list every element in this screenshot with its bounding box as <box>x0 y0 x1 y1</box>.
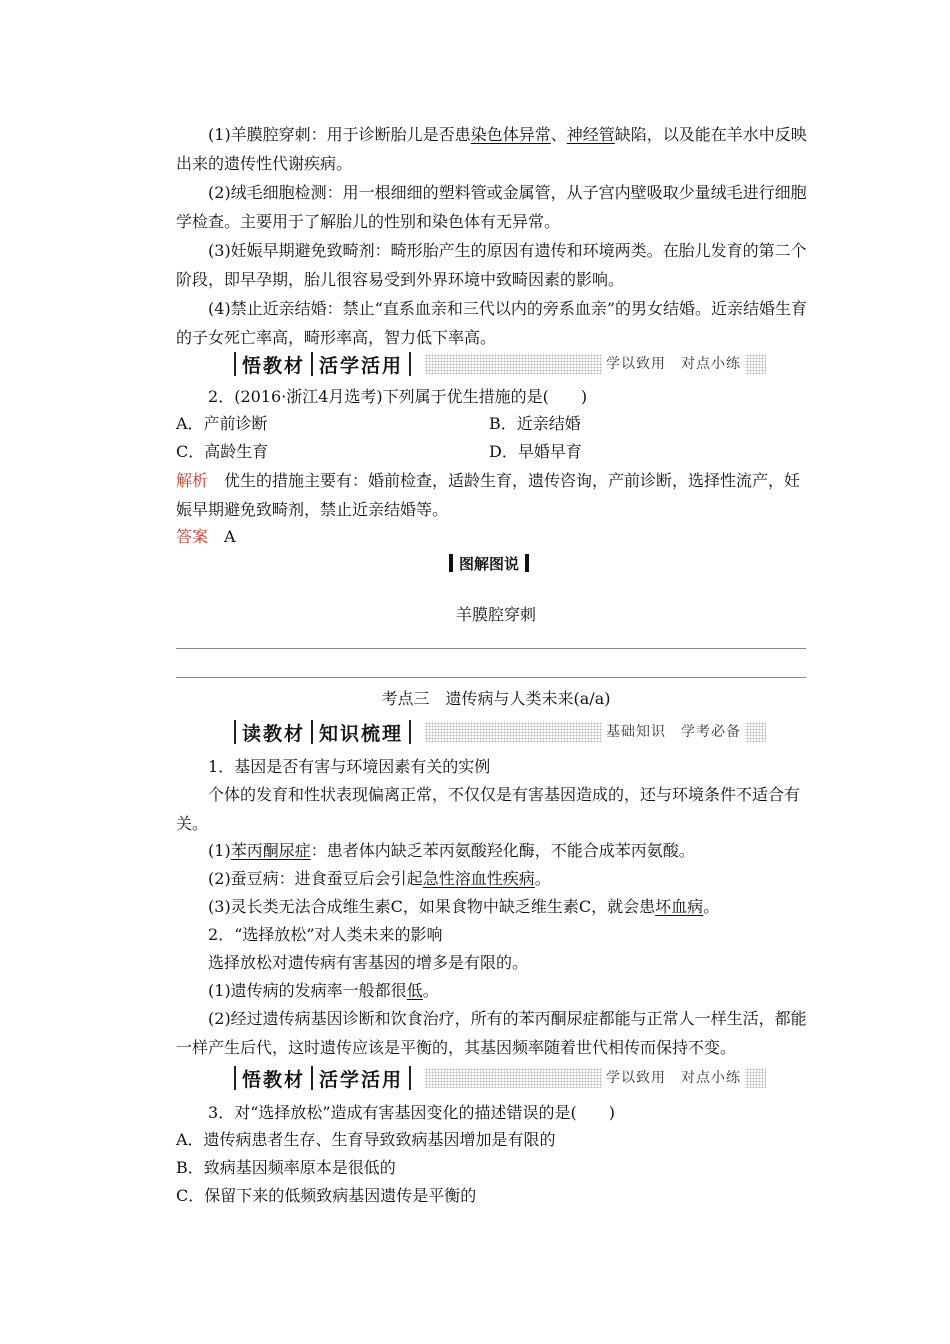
subheading-2: 2．“选择放松”对人类未来的影响 <box>208 925 443 944</box>
question-stem: 3．对“选择放松”造成有害基因变化的描述错误的是( ) <box>208 1103 616 1122</box>
analysis: 解析 优生的措施主要有：婚前检查，适龄生育，遗传咨询，产前诊断，选择性流产，妊娠早期避免致畸剂，禁止近亲结婚等。 <box>176 471 801 519</box>
banner-title: 悟教材 <box>242 354 306 377</box>
paragraph: 选择放松对遗传病有害基因的增多是有限的。 <box>208 953 529 972</box>
paragraph-teratogen: (3)妊娠早期避免致畸剂：畸形胎产生的原因有遗传和环境两类。在胎儿发育的第二个阶段，即早孕期，胎儿很容易受到外界环境中致畸因素的影响。 <box>176 241 807 289</box>
paragraph-consanguinity: (4)禁止近亲结婚：禁止“直系血亲和三代以内的旁系血亲”的男女结婚。近亲结婚生育的子女死亡率高，畸形率高，智力低下率高。 <box>176 299 808 347</box>
section-banner-apply <box>228 350 766 378</box>
divider <box>176 677 806 678</box>
banner-title: 活学活用 <box>319 1068 404 1091</box>
underlined-term: 苯丙酮尿症 <box>230 841 311 860</box>
paragraph-villus-test: (2)绒毛细胞检测：用一根细细的塑料管或金属管，从子宫内壁吸取少量绒毛进行细胞学检查。主要用于了解胎儿的性别和染色体有无异常。 <box>176 183 807 231</box>
underlined-term: 低 <box>406 981 423 1000</box>
option-a: A．遗传病患者生存、生育导致致病基因增加是有限的 <box>176 1130 556 1149</box>
question-stem: 2．(2016·浙江4月选考)下列属于优生措施的是( ) <box>208 387 588 406</box>
underlined-term: 染色体异常 <box>470 125 551 144</box>
banner-subtitle: 学以致用 对点小练 <box>602 1068 745 1088</box>
option-a: A．产前诊断 <box>176 414 268 433</box>
answer-label: 答案 <box>176 527 209 546</box>
list-item: (3)灵长类无法合成维生素C，如果食物中缺乏维生素C，就会患坏血病。 <box>208 897 720 916</box>
banner-title: 悟教材 <box>242 1068 306 1091</box>
analysis-label: 解析 <box>176 471 209 490</box>
banner-subtitle: 学以致用 对点小练 <box>602 354 745 374</box>
answer: 答案 A <box>176 527 236 546</box>
section-heading: 考点三 遗传病与人类未来(a/a) <box>381 689 611 708</box>
section-banner-read <box>228 718 766 746</box>
section-banner-apply <box>228 1064 766 1092</box>
underlined-term: 急性溶血性疾病 <box>422 869 535 888</box>
underlined-term: 神经管 <box>566 125 615 144</box>
banner-subtitle: 基础知识 学考必备 <box>602 722 745 742</box>
option-b: B．近亲结婚 <box>489 414 581 433</box>
option-c: C．高龄生育 <box>176 442 269 461</box>
divider <box>176 648 806 649</box>
figure-caption: 羊膜腔穿刺 <box>455 605 536 624</box>
banner-title: 知识梳理 <box>319 722 404 745</box>
list-item: (1)遗传病的发病率一般都很低。 <box>208 981 439 1000</box>
option-d: D．早婚早育 <box>489 442 582 461</box>
option-c: C．保留下来的低频致病基因遗传是平衡的 <box>176 1186 477 1205</box>
paragraph-amniocentesis: (1)羊膜腔穿刺：用于诊断胎儿是否患染色体异常、神经管缺陷，以及能在羊水中反映出来的遗传性代谢疾病。 <box>176 125 807 173</box>
figure-tag: 图解图说 <box>443 552 535 574</box>
banner-title: 读教材 <box>242 722 306 745</box>
banner-title: 活学活用 <box>319 354 404 377</box>
list-item: (2)经过遗传病基因诊断和饮食治疗，所有的苯丙酮尿症都能与正常人一样生活，都能一样产生后代，这时遗传应该是平衡的，其基因频率随着世代相传而保持不变。 <box>176 1009 807 1057</box>
option-b: B．致病基因频率原本是很低的 <box>176 1158 396 1177</box>
list-item: (2)蚕豆病：进食蚕豆后会引起急性溶血性疾病。 <box>208 869 551 888</box>
subheading-1: 1．基因是否有害与环境因素有关的实例 <box>208 757 491 776</box>
paragraph: 个体的发育和性状表现偏离正常，不仅仅是有害基因造成的，还与环境条件不适合有关。 <box>176 785 801 833</box>
underlined-term: 坏血病 <box>655 897 704 916</box>
list-item: (1)苯丙酮尿症：患者体内缺乏苯丙氨酸羟化酶，不能合成苯丙氨酸。 <box>208 841 695 860</box>
